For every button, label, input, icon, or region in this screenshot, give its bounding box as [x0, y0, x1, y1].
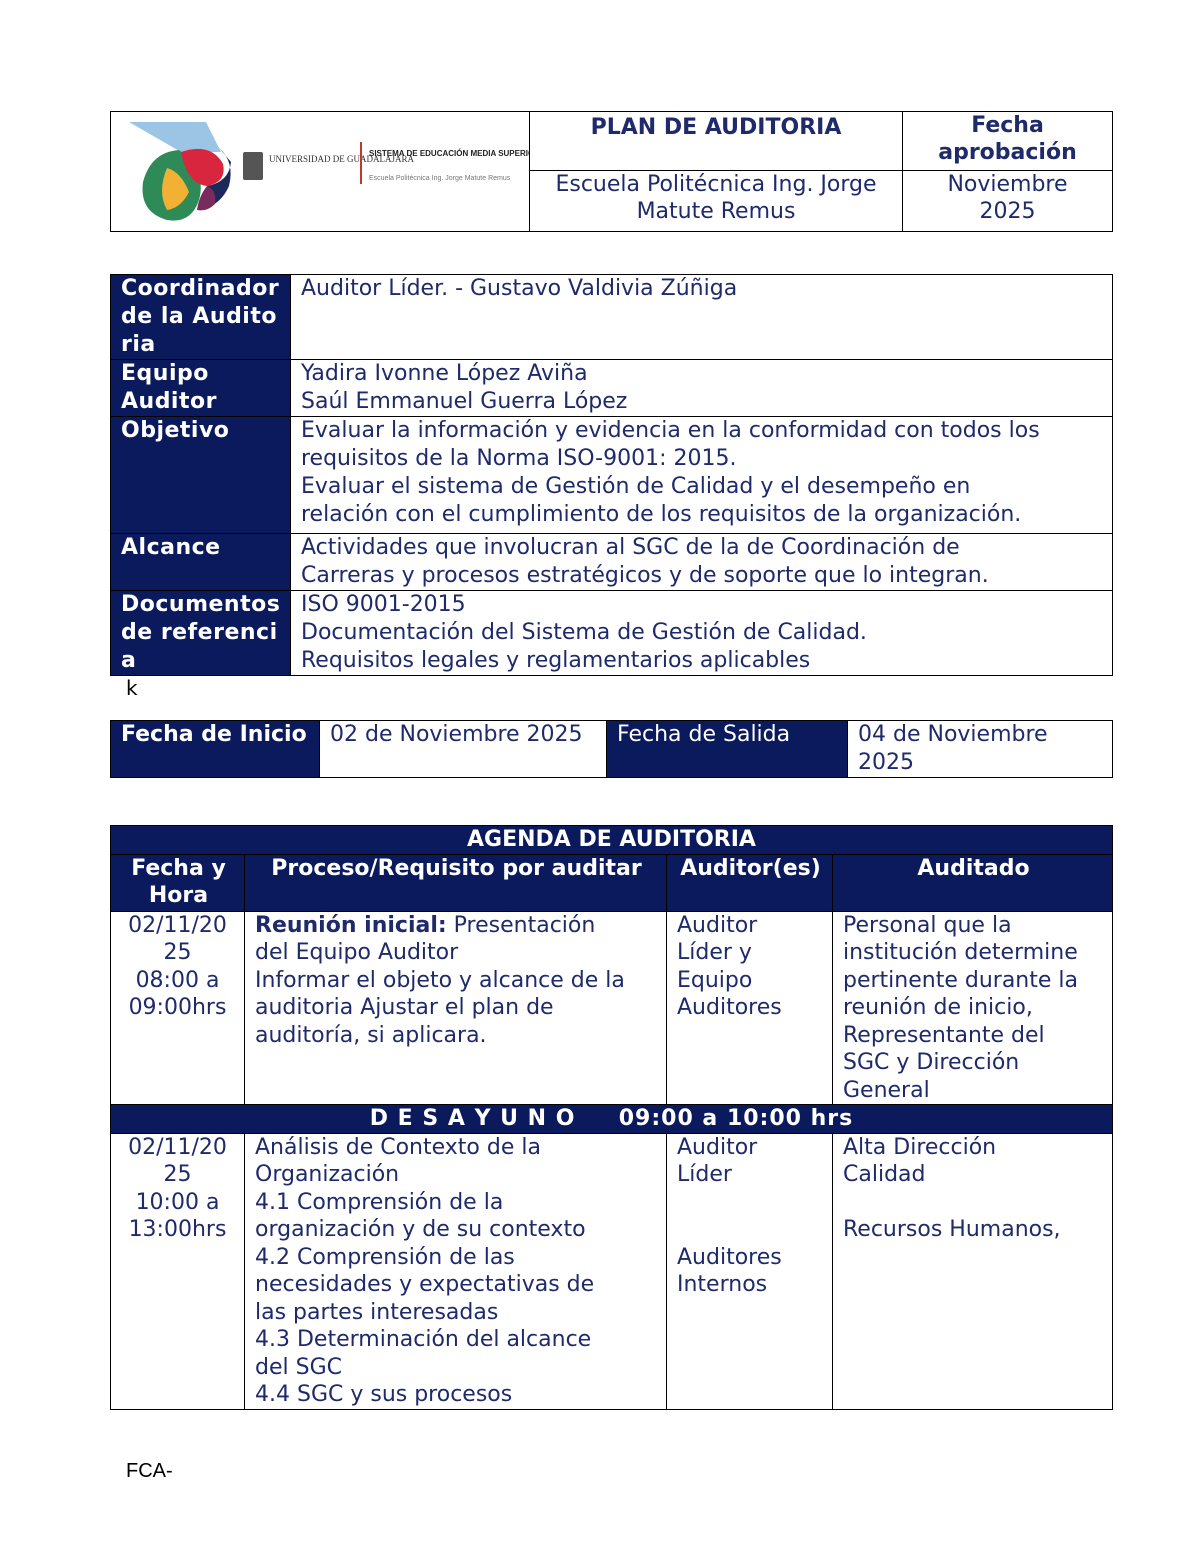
end-date-value: 04 de Noviembre 2025 [848, 721, 1113, 778]
start-date-label: Fecha de Inicio [111, 721, 320, 778]
row2-audited [833, 1133, 1113, 1409]
team-value [291, 360, 1113, 417]
process-line: 4.2 Comprensión de las [255, 1244, 515, 1270]
objective-line: Evaluar el sistema de Gestión de Calidad y el desempeño en [301, 474, 971, 499]
time-line: 10:00 a [135, 1189, 220, 1215]
header-auditors: Auditor(es) [667, 854, 833, 911]
audited-line: General [843, 1077, 930, 1103]
audited-line: institución determine [843, 940, 1078, 965]
table-row [111, 1133, 1113, 1409]
university-logo-text: UNIVERSIDAD DE GUADALAJARA [269, 154, 414, 164]
coordinator-value: Auditor Líder. - Gustavo Valdivia Zúñiga [291, 275, 1113, 360]
team-member: Saúl Emmanuel Guerra López [301, 389, 628, 414]
process-line: Organización [255, 1162, 400, 1187]
approval-date-label: Fecha aprobación [903, 112, 1113, 171]
process-line: 4.4 SGC y sus procesos [255, 1382, 513, 1407]
document-title: PLAN DE AUDITORIA [530, 112, 903, 171]
reference-doc: ISO 9001-2015 [301, 592, 466, 617]
header-audited: Auditado [833, 854, 1113, 911]
table-row [111, 911, 1113, 1105]
process-line [255, 912, 658, 940]
audited-line: Personal que la [843, 912, 1012, 938]
time-line: 09:00hrs [128, 995, 227, 1020]
objective-line: requisitos de la Norma ISO-9001: 2015. [301, 446, 737, 471]
scope-line: Actividades que involucran al SGC de la de Coordinación de [301, 535, 960, 560]
scope-value [291, 534, 1113, 591]
process-line: 4.3 Determinación del alcance [255, 1327, 592, 1352]
dates-table [110, 720, 1113, 778]
process-line: auditoria Ajustar el plan de [255, 995, 554, 1020]
auditor-line: Líder y [677, 940, 752, 965]
process-line: auditoría, si aplicara. [255, 1022, 487, 1048]
date-line: 25 [163, 940, 192, 965]
school-name: Escuela Politécnica Ing. Jorge Matute Remus [530, 171, 903, 232]
objective-value [291, 417, 1113, 534]
institution-logo-icon [111, 112, 529, 224]
audited-line: Representante del [843, 1022, 1045, 1048]
row1-date [111, 911, 245, 1105]
spacer [677, 1189, 824, 1244]
auditor-line: Auditor [677, 1134, 758, 1160]
auditor-line: Auditores [677, 995, 782, 1020]
team-label: Equipo Auditor [111, 360, 291, 417]
process-line: del SGC [255, 1354, 342, 1380]
audited-line: reunión de inicio, [843, 995, 1033, 1020]
process-bold-label: Reunión inicial: [255, 912, 447, 938]
auditor-line: Equipo [677, 967, 753, 993]
process-line: organización y de su contexto [255, 1217, 586, 1242]
objective-line: relación con el cumplimiento de los requisitos de la organización. [301, 502, 1022, 527]
reference-doc: Requisitos legales y reglamentarios aplicables [301, 648, 811, 673]
reference-docs-label: Documentos de referencia [111, 591, 291, 676]
auditor-line: Internos [677, 1272, 768, 1297]
auditor-line: Auditor [677, 912, 758, 938]
breakfast-break: D E S A Y U N O 09:00 a 10:00 hrs [111, 1105, 1113, 1134]
approval-date-value: Noviembre 2025 [903, 171, 1113, 232]
header-process: Proceso/Requisito por auditar [245, 854, 667, 911]
audit-info-table [110, 274, 1113, 676]
start-date-value: 02 de Noviembre 2025 [320, 721, 607, 778]
footer-code: FCA- [126, 1460, 173, 1482]
objective-line: Evaluar la información y evidencia en la conformidad con todos los [301, 418, 1040, 443]
process-line: Análisis de Contexto de la [255, 1134, 541, 1160]
agenda-title: AGENDA DE AUDITORIA [111, 826, 1113, 855]
process-line: 4.1 Comprensión de la [255, 1189, 504, 1215]
process-line: necesidades y expectativas de [255, 1272, 595, 1297]
audited-line: pertinente durante la [843, 967, 1078, 993]
process-line: Informar el objeto y alcance de la [255, 967, 625, 993]
team-member: Yadira Ivonne López Aviña [301, 361, 588, 386]
objective-label: Objetivo [111, 417, 291, 534]
row2-process [245, 1133, 667, 1409]
time-line: 13:00hrs [128, 1217, 227, 1242]
process-text: Presentación [446, 912, 596, 938]
process-line: del Equipo Auditor [255, 940, 459, 965]
row1-auditors [667, 911, 833, 1105]
row2-date [111, 1133, 245, 1409]
reference-doc: Documentación del Sistema de Gestión de Calidad. [301, 620, 867, 645]
end-date-label: Fecha de Salida [607, 721, 848, 778]
header-date-time: Fecha y Hora [111, 854, 245, 911]
audited-line: SGC y Dirección [843, 1050, 1020, 1075]
scope-line: Carreras y procesos estratégicos y de soporte que lo integran. [301, 563, 989, 588]
audited-line: Alta Dirección [843, 1134, 997, 1160]
school-logo-text: Escuela Politécnica Ing. Jorge Matute Remus [369, 175, 511, 182]
process-line: las partes interesadas [255, 1299, 499, 1325]
row1-process [245, 911, 667, 1105]
time-line: 08:00 a [135, 967, 220, 993]
spacer [843, 1189, 1104, 1216]
date-line: 02/11/20 [128, 1134, 227, 1160]
row1-audited [833, 911, 1113, 1105]
auditor-line: Auditores [677, 1244, 782, 1270]
stray-character: k [126, 676, 138, 700]
system-logo-text: SISTEMA DE EDUCACIÓN MEDIA SUPERIOR [369, 149, 529, 158]
agenda-table [110, 825, 1113, 1410]
date-line: 02/11/20 [128, 912, 227, 938]
audited-line: Recursos Humanos, [843, 1216, 1061, 1242]
auditor-line: Líder [677, 1162, 732, 1187]
date-line: 25 [163, 1162, 192, 1187]
scope-label: Alcance [111, 534, 291, 591]
header-table [110, 111, 1113, 232]
logo-cell [111, 112, 530, 232]
coordinator-label: Coordinador de la Auditoria [111, 275, 291, 360]
row2-auditors [667, 1133, 833, 1409]
reference-docs-value [291, 591, 1113, 676]
audited-line: Calidad [843, 1162, 926, 1187]
